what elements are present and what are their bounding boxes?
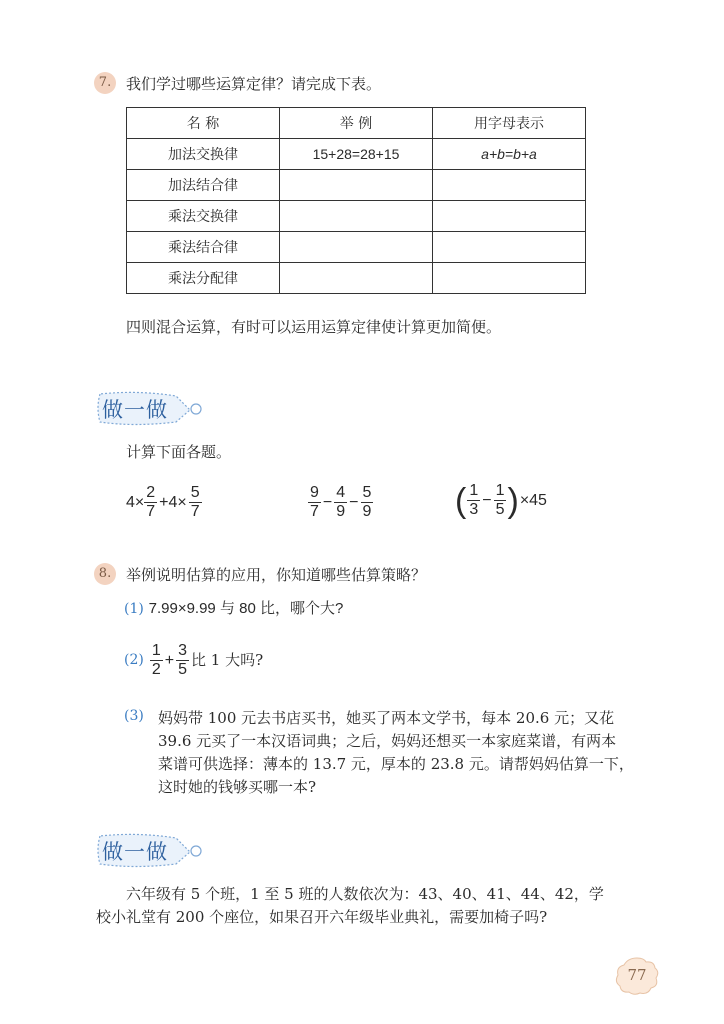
expr3-op: −: [482, 491, 492, 509]
task2-text: [96, 883, 676, 929]
fraction: $\frac{5}{9}$: [362, 484, 372, 520]
fraction: $\frac{9}{7}$: [310, 484, 319, 520]
row-name: 加法结合律: [127, 170, 280, 201]
sub-question-3: [158, 707, 668, 799]
sub-question-1-text: 7.99×9.99 与 80 比，哪个大?: [148, 600, 344, 617]
expr1-term: 4×: [126, 493, 145, 511]
practice-badge: [94, 830, 204, 870]
fraction: $\frac{4}{9}$: [336, 484, 346, 520]
practice-badge: [94, 388, 204, 428]
header-letters: 用字母表示: [433, 108, 586, 139]
sub-label: (2): [124, 652, 144, 668]
row-name: 乘法分配律: [127, 263, 280, 294]
row-example-blank[interactable]: [280, 201, 433, 232]
question-8-text: 举例说明估算的应用，你知道哪些估算策略？: [126, 566, 427, 584]
header-name: 名 称: [127, 108, 280, 139]
sub-question-2-text: 比 1 大吗?: [191, 651, 264, 669]
sub-question-3-line: 菜谱可供选择：薄本的 13.7 元，厚本的 23.8 元。请帮妈妈估算一下，: [158, 755, 634, 773]
fraction: $\frac{1}{3}$: [469, 482, 479, 518]
right-paren: ): [507, 481, 519, 520]
row-example-blank[interactable]: [280, 263, 433, 294]
left-paren: (: [455, 481, 467, 520]
laws-table: [126, 107, 586, 294]
question-7-text: 我们学过哪些运算定律？请完成下表。: [126, 75, 382, 93]
task1-intro: 计算下面各题。: [126, 443, 232, 461]
table-row: [127, 170, 586, 201]
expr2-op: −: [322, 493, 333, 511]
expression-3: [454, 482, 547, 519]
table-row: [127, 263, 586, 294]
row-example-blank[interactable]: [280, 232, 433, 263]
row-example-blank[interactable]: [280, 170, 433, 201]
question-number-8: 8.: [94, 563, 116, 585]
mixed-operations-note: 四则混合运算，有时可以运用运算定律使计算更加简便。: [126, 318, 502, 336]
fraction: $\frac{1}{2}$: [151, 642, 161, 678]
expression-2: [308, 484, 373, 521]
table-row: [127, 232, 586, 263]
row-name: 乘法交换律: [127, 201, 280, 232]
table-row: [127, 201, 586, 232]
row-example: 15+28=28+15: [280, 139, 433, 170]
page-number: 77: [614, 956, 660, 996]
task2-line: 校小礼堂有 200 个座位，如果召开六年级毕业典礼，需要加椅子吗?: [96, 908, 548, 926]
row-letters-blank[interactable]: [433, 232, 586, 263]
question-number-7: 7.: [94, 72, 116, 94]
badge-label: 做一做: [102, 840, 168, 864]
sub-question-3-line: 39.6 元买了一本汉语词典；之后，妈妈还想买一本家庭菜谱，有两本: [158, 732, 617, 750]
sub-question-3-line: 这时她的钱够买哪一本?: [158, 778, 317, 796]
row-letters: a+b=b+a: [433, 139, 586, 170]
fraction: $\frac{3}{5}$: [178, 642, 187, 678]
fraction: $\frac{5}{7}$: [190, 484, 200, 520]
task2-line: 六年级有 5 个班，1 至 5 班的人数依次为：43、40、41、44、42，学: [126, 885, 604, 903]
expr1-op: +4×: [159, 493, 187, 511]
expr3-tail: ×45: [519, 491, 547, 509]
sub-label: (1): [124, 601, 144, 617]
fraction: $\frac{1}{5}$: [495, 482, 505, 518]
row-letters-blank[interactable]: [433, 263, 586, 294]
fraction: $\frac{2}{7}$: [146, 484, 156, 520]
table-header-row: [127, 108, 586, 139]
header-example: 举 例: [280, 108, 433, 139]
row-letters-blank[interactable]: [433, 170, 586, 201]
sub-question-2: [124, 642, 263, 679]
sub2-op: +: [164, 652, 175, 669]
sub-label: (3): [124, 708, 144, 724]
badge-label: 做一做: [102, 398, 168, 422]
row-letters-blank[interactable]: [433, 201, 586, 232]
table-row: [127, 139, 586, 170]
row-name: 乘法结合律: [127, 232, 280, 263]
sub-question-3-line: 妈妈带 100 元去书店买书，她买了两本文学书，每本 20.6 元；又花: [158, 709, 615, 727]
expression-1: [126, 484, 202, 521]
sub-question-1: [124, 597, 343, 621]
expr2-op: −: [349, 493, 359, 511]
row-name: 加法交换律: [127, 139, 280, 170]
